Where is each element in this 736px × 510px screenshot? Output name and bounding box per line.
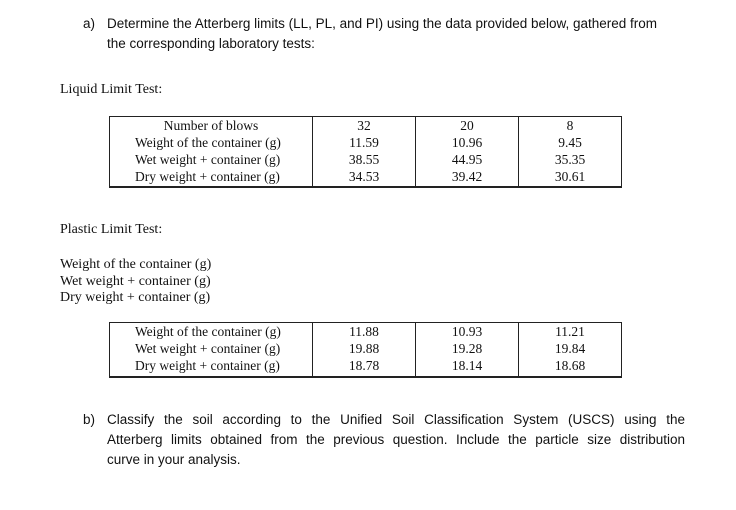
- row-label-dry-weight: Dry weight + container (g): [135, 169, 280, 184]
- table-cell: 11.21: [555, 324, 585, 339]
- table-row: [110, 323, 622, 378]
- row-label-container-weight: Weight of the container (g): [135, 324, 281, 339]
- plastic-limit-column-1: [313, 323, 416, 378]
- row-label-container-weight: Weight of the container (g): [135, 135, 281, 150]
- table-cell: 10.93: [451, 324, 483, 339]
- table-cell: 32: [357, 118, 371, 133]
- question-b-label: b): [83, 412, 96, 427]
- liquid-limit-column-3: [519, 117, 622, 188]
- table-cell: 38.55: [348, 152, 380, 167]
- table-cell: 20: [460, 118, 474, 133]
- table-cell: 19.28: [451, 341, 483, 356]
- liquid-limit-heading: Liquid Limit Test:: [60, 82, 163, 97]
- list-item: Wet weight + container (g): [60, 273, 211, 289]
- liquid-limit-column-1: [313, 117, 416, 188]
- table-cell: 11.59: [349, 135, 379, 150]
- row-label-wet-weight: Wet weight + container (g): [135, 152, 281, 167]
- plastic-limit-list: [60, 257, 211, 307]
- row-label-dry-weight: Dry weight + container (g): [135, 358, 280, 373]
- table-cell: 44.95: [451, 152, 483, 167]
- table-cell: 18.78: [348, 358, 380, 373]
- question-a-text: [107, 14, 707, 54]
- table-row: [110, 117, 622, 188]
- question-a-line-1: Determine the Atterberg limits (LL, PL, and PI) using the data provided below, gathered from: [107, 16, 658, 31]
- liquid-limit-table: [109, 116, 622, 188]
- question-a-label: a): [83, 16, 96, 31]
- table-cell: 39.42: [451, 169, 483, 184]
- plastic-limit-column-3: [519, 323, 622, 378]
- table-cell: 35.35: [554, 152, 586, 167]
- table-cell: 30.61: [554, 169, 586, 184]
- table-cell: 19.84: [554, 341, 586, 356]
- liquid-limit-row-labels: [110, 117, 313, 188]
- table-cell: 34.53: [348, 169, 380, 184]
- table-cell: 9.45: [558, 135, 582, 150]
- question-b-line-3: curve in your analysis.: [107, 452, 241, 467]
- table-cell: 19.88: [348, 341, 380, 356]
- table-cell: 8: [566, 118, 574, 133]
- list-item: Dry weight + container (g): [60, 290, 211, 305]
- question-b-line-2: Atterberg limits obtained from the previous question. Include the particle size distribution: [107, 432, 685, 447]
- question-b-text: [107, 410, 685, 470]
- row-label-number-of-blows: Number of blows: [163, 118, 259, 133]
- plastic-limit-column-2: [416, 323, 519, 378]
- table-cell: 10.96: [451, 135, 483, 150]
- plastic-limit-table: [109, 322, 622, 378]
- plastic-limit-heading: Plastic Limit Test:: [60, 222, 163, 237]
- list-item: Weight of the container (g): [60, 257, 212, 272]
- liquid-limit-column-2: [416, 117, 519, 188]
- table-cell: 18.68: [554, 358, 586, 373]
- table-cell: 11.88: [349, 324, 379, 339]
- question-b-line-1: Classify the soil according to the Unified Soil Classification System (USCS) using the: [107, 412, 685, 427]
- plastic-limit-row-labels: [110, 323, 313, 378]
- question-a-line-2: the corresponding laboratory tests:: [107, 36, 315, 51]
- table-cell: 18.14: [451, 358, 483, 373]
- row-label-wet-weight: Wet weight + container (g): [135, 341, 281, 356]
